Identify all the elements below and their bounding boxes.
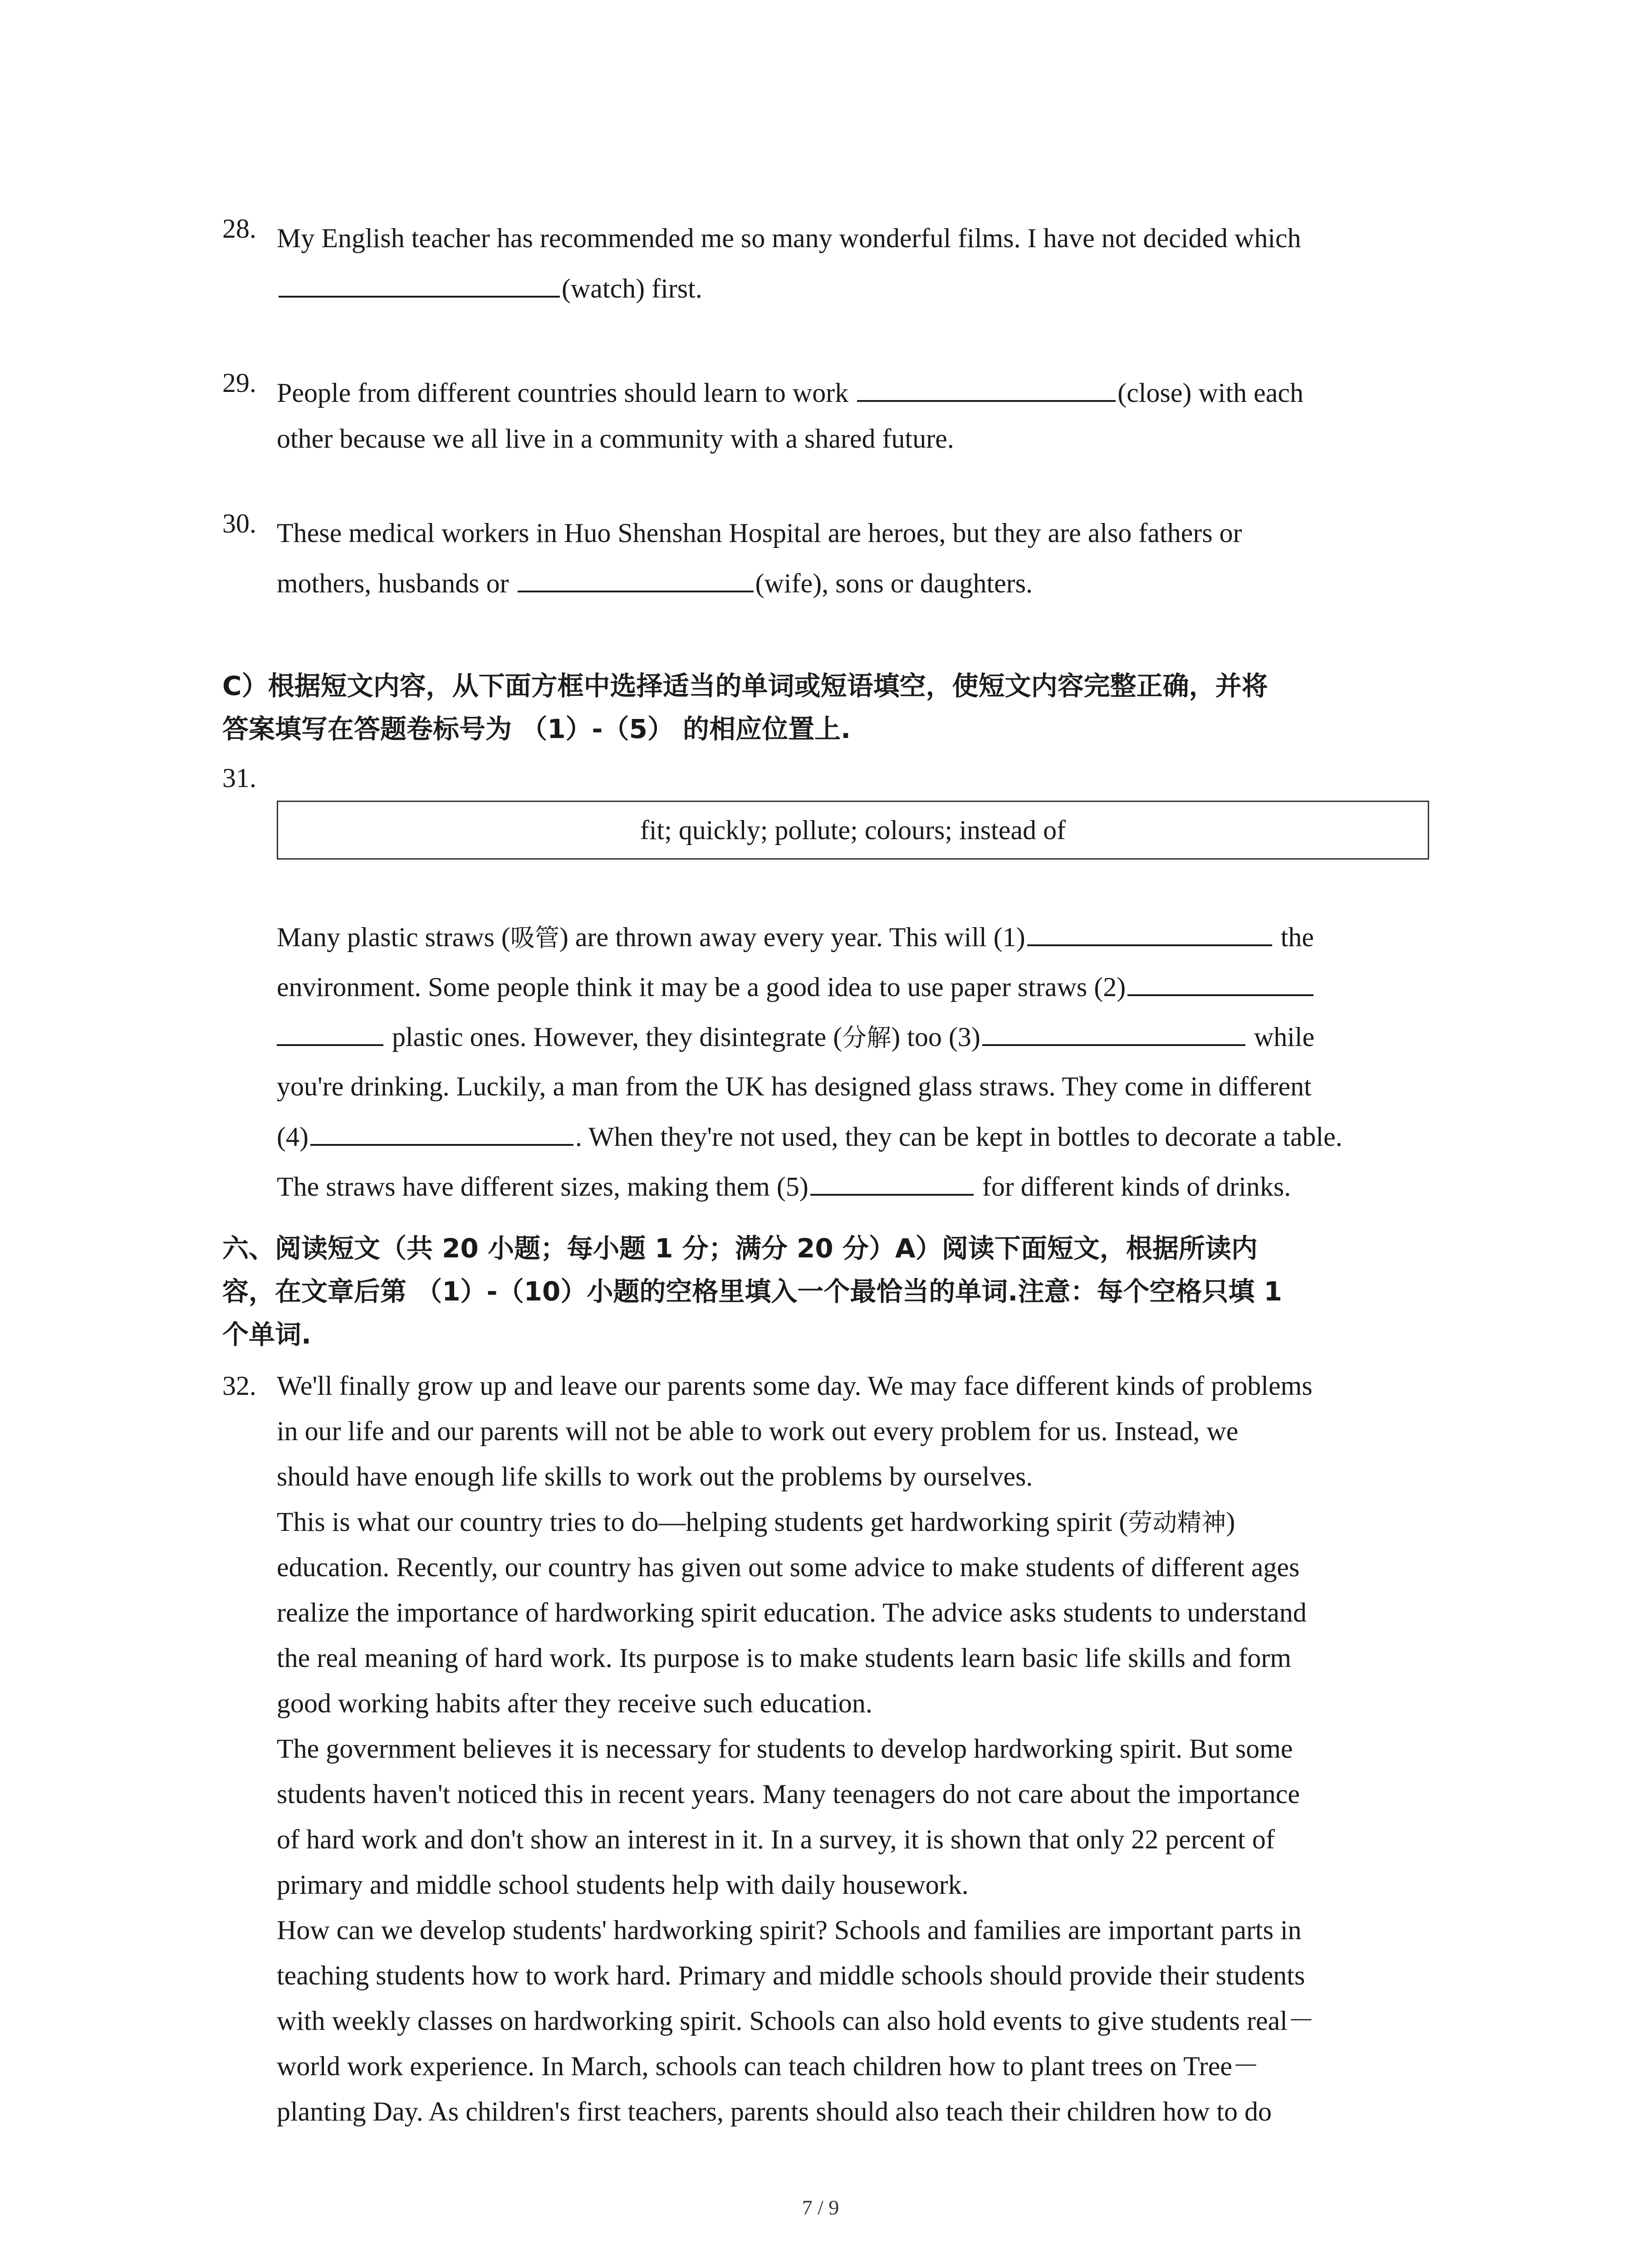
question-text-fragment: (wife), sons or daughters. — [755, 568, 1033, 598]
passage-line: students haven't noticed this in recent years. Many teenagers do not care about the importance — [277, 1779, 1300, 1809]
passage-line: of hard work and don't show an interest in it. In a survey, it is shown that only 22 percent of — [277, 1824, 1275, 1854]
passage-line — [277, 1012, 1456, 1061]
question-number: 30. — [222, 508, 256, 538]
answer-blank-1[interactable] — [1027, 912, 1272, 946]
chinese-gloss: 分解 — [842, 1023, 892, 1052]
instruction-line: 个单词. — [222, 1319, 312, 1350]
question-number: 32. — [222, 1371, 256, 1401]
instruction-line: 六、阅读短文（共 20 小题；每小题 1 分；满分 20 分）A）阅读下面短文，根据所读内 — [222, 1233, 1258, 1264]
passage-fragment: ) are thrown away every year. This will (1) — [559, 922, 1025, 952]
passage-fragment: plastic ones. However, they disintegrate ( — [392, 1022, 843, 1052]
answer-blank-4[interactable] — [310, 1111, 573, 1146]
question-30 — [222, 508, 1456, 608]
passage-line: How can we develop students' hardworking spirit? Schools and families are important parts in — [277, 1915, 1302, 1945]
passage-fragment: while — [1254, 1022, 1315, 1052]
passage-line: We'll finally grow up and leave our parents some day. We may face different kinds of problems — [277, 1371, 1313, 1401]
passage-line: planting Day. As children's first teachers, parents should also teach their children how to do — [277, 2097, 1272, 2126]
question-text — [277, 367, 1456, 415]
question-31-passage — [222, 912, 1456, 1211]
chinese-gloss: 吸管 — [510, 924, 559, 952]
passage-line: primary and middle school students help with daily housework. — [277, 1870, 969, 1900]
passage-fragment: This is what our country tries to do—helping students get hardworking spirit ( — [277, 1507, 1128, 1537]
answer-blank[interactable] — [279, 263, 560, 298]
question-text: My English teacher has recommended me so many wonderful films. I have not decided which — [277, 223, 1301, 253]
passage-fragment: Many plastic straws ( — [277, 922, 510, 952]
passage-fragment: . When they're not used, they can be kept in bottles to decorate a table. — [575, 1122, 1342, 1152]
passage-line: with weekly classes on hardworking spirit. Schools can also hold events to give students real－ — [277, 2006, 1315, 2036]
passage-line: The government believes it is necessary for students to develop hardworking spirit. But some — [277, 1734, 1293, 1764]
passage-fragment: ) — [1226, 1507, 1235, 1537]
word-bank-text: fit; quickly; pollute; colours; instead of — [640, 815, 1066, 845]
question-29 — [222, 367, 1456, 463]
passage-line: in our life and our parents will not be able to work out every problem for us. Instead, we — [277, 1416, 1239, 1446]
instruction-line: C）根据短文内容，从下面方框中选择适当的单词或短语填空，使短文内容完整正确，并将 — [222, 670, 1268, 701]
question-number: 31. — [222, 763, 256, 793]
question-text-fragment: People from different countries should learn to work — [277, 378, 849, 408]
passage-fragment: ) too (3) — [891, 1022, 980, 1052]
passage-line: world work experience. In March, schools can teach children how to plant trees on Tree－ — [277, 2051, 1260, 2081]
question-number: 29. — [222, 368, 256, 398]
word-bank-box — [277, 801, 1429, 860]
section-c-instructions — [222, 665, 1447, 751]
passage-line: good working habits after they receive such education. — [277, 1688, 872, 1718]
question-text: These medical workers in Huo Shenshan Hospital are heroes, but they are also fathers or — [277, 518, 1242, 548]
question-text — [277, 558, 1456, 608]
passage-line: should have enough life skills to work out the problems by ourselves. — [277, 1461, 1033, 1491]
answer-blank-2-continued[interactable] — [277, 1012, 383, 1046]
passage-line — [277, 1161, 1456, 1211]
question-text-fragment: (watch) first. — [562, 274, 702, 303]
answer-blank-5[interactable] — [810, 1161, 974, 1196]
passage-fragment: the — [1280, 922, 1314, 952]
passage-line — [277, 962, 1456, 1012]
section-6-instructions — [222, 1227, 1447, 1356]
answer-blank[interactable] — [518, 558, 754, 592]
passage-line: the real meaning of hard work. Its purpose is to make students learn basic life skills and form — [277, 1643, 1292, 1673]
question-number: 28. — [222, 214, 256, 244]
passage-line — [277, 1111, 1456, 1161]
question-text-fragment: (close) with each — [1117, 378, 1304, 408]
question-text: other because we all live in a community with a shared future. — [277, 424, 954, 454]
passage-line: teaching students how to work hard. Primary and middle schools should provide their students — [277, 1960, 1305, 1990]
answer-blank[interactable] — [857, 367, 1116, 402]
answer-blank-2[interactable] — [1127, 962, 1313, 996]
passage-line: education. Recently, our country has given out some advice to make students of different ages — [277, 1552, 1300, 1582]
passage-line: you're drinking. Luckily, a man from the UK has designed glass straws. They come in different — [277, 1071, 1312, 1101]
question-text-fragment: mothers, husbands or — [277, 568, 509, 598]
passage-fragment: (4) — [277, 1122, 309, 1152]
instruction-line: 容，在文章后第 （1）-（10）小题的空格里填入一个最恰当的单词.注意：每个空格只填 1 — [222, 1276, 1282, 1307]
question-32 — [222, 1363, 1456, 2134]
chinese-gloss: 劳动精神 — [1128, 1508, 1226, 1537]
passage-fragment: The straws have different sizes, making them (5) — [277, 1172, 808, 1202]
passage-line — [277, 1499, 1456, 1545]
passage-line — [277, 912, 1456, 962]
passage-fragment: environment. Some people think it may be a good idea to use paper straws (2) — [277, 972, 1126, 1002]
page-number: 7 / 9 — [802, 2196, 839, 2219]
question-text — [277, 263, 1456, 313]
answer-blank-3[interactable] — [982, 1012, 1245, 1046]
instruction-line: 答案填写在答题卷标号为 （1）-（5） 的相应位置上. — [222, 714, 851, 744]
passage-fragment: for different kinds of drinks. — [982, 1172, 1291, 1202]
passage-line: realize the importance of hardworking spirit education. The advice asks students to understand — [277, 1598, 1307, 1628]
question-28 — [222, 213, 1456, 313]
